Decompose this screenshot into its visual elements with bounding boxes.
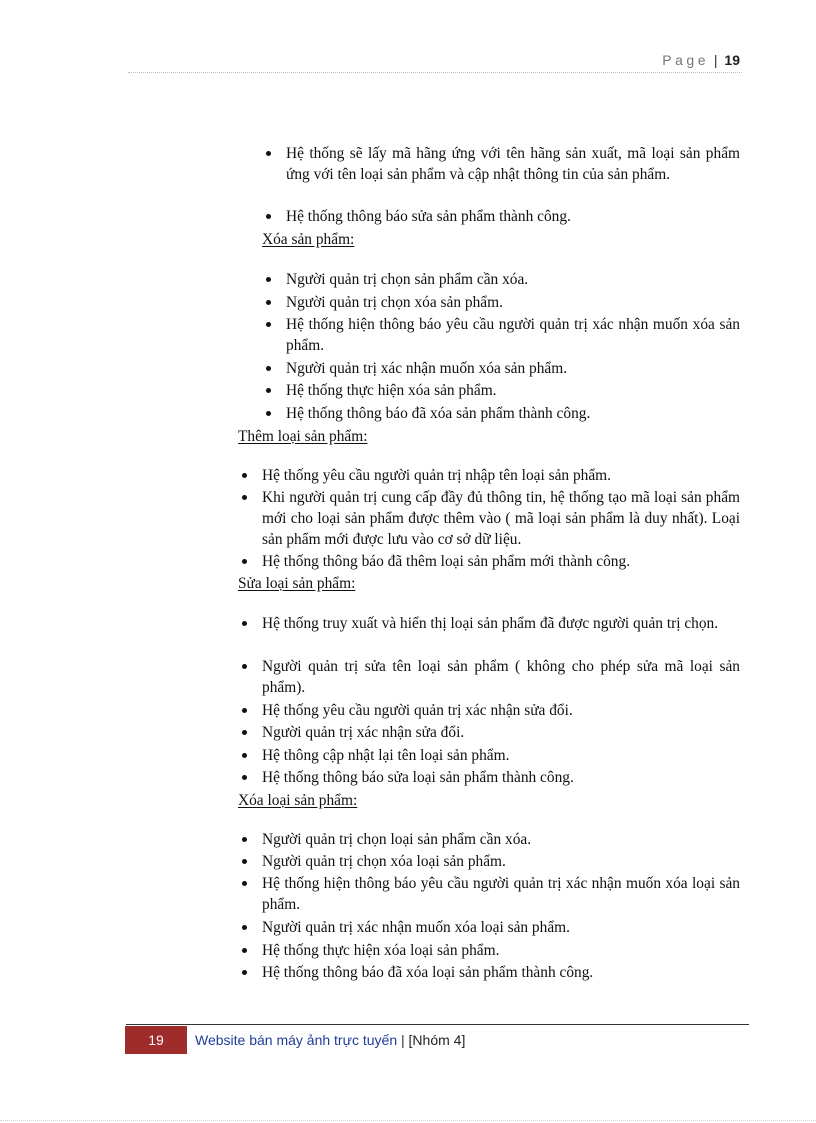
list-item-text: Hệ thông cập nhật lại tên loại sản phẩm. — [262, 747, 510, 764]
page-header — [128, 48, 742, 73]
list-item-text: Người quản trị chọn sản phẩm cần xóa. — [286, 271, 529, 288]
list-item — [262, 745, 740, 766]
list-item — [286, 358, 740, 379]
list-item-text: Hệ thống sẽ lấy mã hãng ứng với tên hãng sản xuất, mã loại sản phẩm ứng với tên loại sản phẩm và cập nhật thông tin của sản phẩm. — [286, 145, 740, 183]
header-page-label — [662, 52, 740, 68]
list-item — [262, 465, 740, 486]
list-item — [262, 962, 740, 983]
list-item — [286, 292, 740, 313]
bullet-icon — [242, 559, 247, 564]
header-separator: | — [713, 52, 718, 68]
list-item-text: Người quản trị chọn loại sản phẩm cần xóa. — [262, 831, 532, 848]
list-item — [262, 551, 740, 572]
list-item — [286, 269, 740, 290]
list-item — [262, 613, 740, 634]
bullet-icon — [266, 277, 271, 282]
bullet-icon — [242, 753, 247, 758]
list-item-text: Hệ thống thông báo đã thêm loại sản phẩm mới thành công. — [262, 553, 631, 570]
list-item-text: Người quản trị chọn xóa loại sản phẩm. — [262, 853, 506, 870]
list-item — [262, 851, 740, 872]
list-item — [262, 656, 740, 698]
list-item-text: Người quản trị xác nhận sửa đổi. — [262, 724, 465, 741]
footer-group: [Nhóm 4] — [408, 1032, 466, 1048]
list-item — [262, 767, 740, 788]
list-item — [262, 940, 740, 961]
bullet-icon — [242, 881, 247, 886]
header-page-number: 19 — [724, 52, 740, 68]
list-item-text: Hệ thống yêu cầu người quản trị nhập tên loại sản phẩm. — [262, 467, 612, 484]
bullet-icon — [242, 859, 247, 864]
section-heading-add-category: Thêm loại sản phẩm: — [238, 428, 368, 445]
bullet-icon — [242, 730, 247, 735]
list-item-text: Hệ thống thực hiện xóa sản phẩm. — [286, 382, 497, 399]
list-item — [262, 829, 740, 850]
list-item-text: Hệ thống hiện thông báo yêu cầu người quản trị xác nhận muốn xóa loại sản phẩm. — [262, 875, 740, 913]
bullet-icon — [266, 388, 271, 393]
bullet-icon — [266, 322, 271, 327]
bullet-icon — [242, 925, 247, 930]
bullet-icon — [242, 664, 247, 669]
section-heading-delete-product: Xóa sản phẩm: — [262, 231, 355, 248]
bullet-icon — [242, 970, 247, 975]
bullet-icon — [242, 621, 247, 626]
bullet-icon — [266, 214, 271, 219]
bullet-icon — [242, 775, 247, 780]
list-item — [286, 143, 740, 185]
list-item-text: Hệ thống thông báo đã xóa sản phẩm thành công. — [286, 405, 591, 422]
list-item-text: Khi người quản trị cung cấp đầy đủ thông tin, hệ thống tạo mã loại sản phẩm mới cho loại sản phẩm được thêm vào ( mã loại sản phẩm là duy nhất). Loại sản phẩm mới được lưu vào cơ sở dữ liệu. — [262, 489, 740, 548]
list-item-text: Người quản trị chọn xóa sản phẩm. — [286, 294, 503, 311]
page-bottom-divider — [0, 1120, 816, 1121]
bullet-icon — [266, 300, 271, 305]
list-item-text: Hệ thống thực hiện xóa loại sản phẩm. — [262, 942, 500, 959]
bullet-icon — [242, 473, 247, 478]
footer-separator: | — [401, 1032, 405, 1048]
list-item-text: Hệ thống thông báo đã xóa loại sản phẩm thành công. — [262, 964, 594, 981]
list-item — [286, 206, 740, 227]
list-item-text: Hệ thống truy xuất và hiển thị loại sản phẩm đã được người quản trị chọn. — [262, 615, 719, 632]
section-heading-delete-category: Xóa loại sản phẩm: — [238, 792, 358, 809]
list-item-text: Hệ thống thông báo sửa loại sản phẩm thành công. — [262, 769, 574, 786]
list-item — [286, 380, 740, 401]
header-page-word: Page — [662, 52, 709, 68]
list-item-text: Hệ thống thông báo sửa sản phẩm thành công. — [286, 208, 571, 225]
footer-title: Website bán máy ảnh trực tuyến — [195, 1032, 398, 1048]
list-item — [262, 722, 740, 743]
bullet-icon — [242, 708, 247, 713]
footer-page-number: 19 — [125, 1026, 187, 1054]
footer-title-line — [195, 1032, 465, 1048]
list-item — [262, 917, 740, 938]
list-item-text: Hệ thống hiện thông báo yêu cầu người quản trị xác nhận muốn xóa sản phẩm. — [286, 316, 740, 354]
footer-rule — [126, 1024, 749, 1025]
section-heading-edit-category: Sửa loại sản phẩm: — [238, 575, 356, 592]
list-item-text: Người quản trị xác nhận muốn xóa sản phẩm. — [286, 360, 568, 377]
list-item — [262, 873, 740, 915]
list-item-text: Người quản trị xác nhận muốn xóa loại sản phẩm. — [262, 919, 570, 936]
bullet-icon — [242, 837, 247, 842]
list-item — [262, 700, 740, 721]
list-item-text: Hệ thống yêu cầu người quản trị xác nhận sửa đổi. — [262, 702, 573, 719]
list-item — [262, 487, 740, 550]
bullet-icon — [242, 948, 247, 953]
bullet-icon — [266, 151, 271, 156]
bullet-icon — [242, 495, 247, 500]
list-item — [286, 314, 740, 356]
list-item-text: Người quản trị sửa tên loại sản phẩm ( không cho phép sửa mã loại sản phẩm). — [262, 658, 740, 696]
list-item — [286, 403, 740, 424]
bullet-icon — [266, 411, 271, 416]
bullet-icon — [266, 366, 271, 371]
